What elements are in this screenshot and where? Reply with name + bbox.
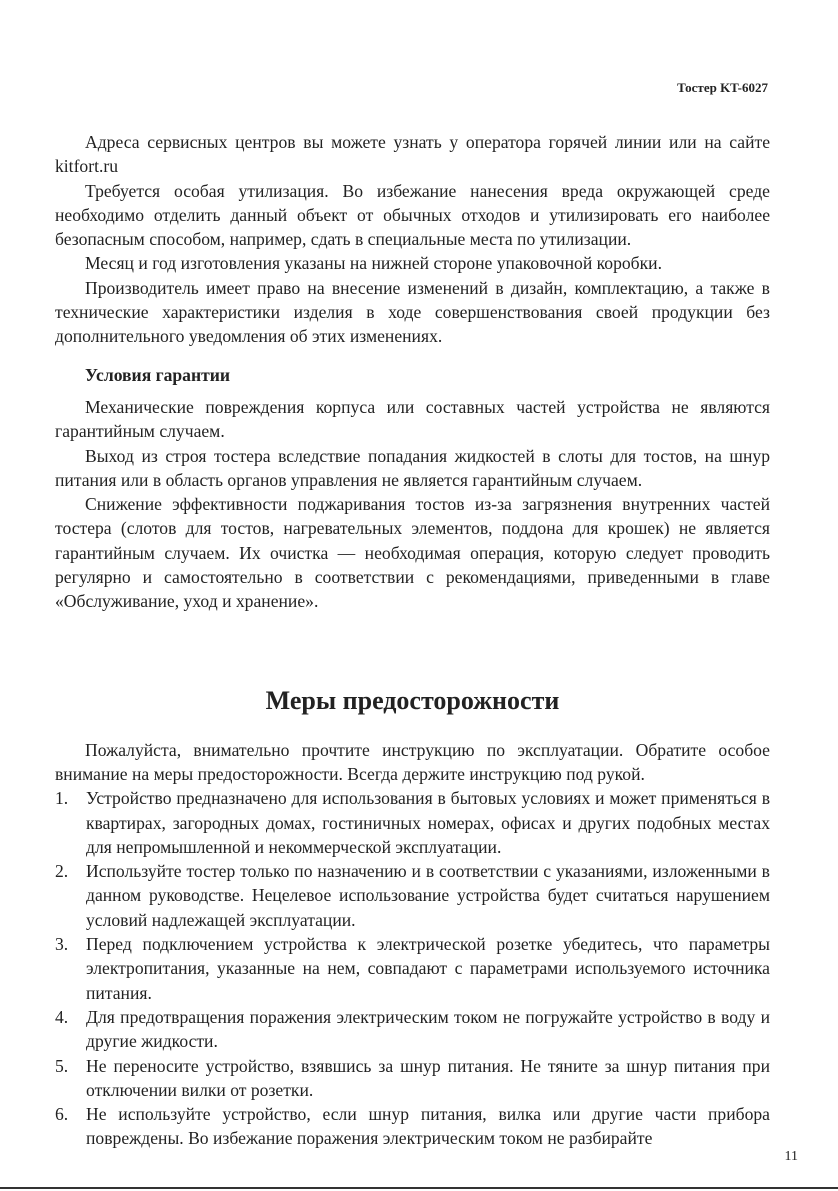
list-text: Для предотвращения поражения электрическим током не погружайте устройство в воду и другие жидкости.: [86, 1006, 770, 1052]
list-text: Не переносите устройство, взявшись за шнур питания. Не тяните за шнур питания при отключении вилки от розетки.: [86, 1055, 770, 1100]
section-heading: Условия гарантии: [85, 364, 231, 385]
list-number: 5.: [55, 1055, 69, 1076]
safety-list: [55, 786, 770, 1150]
page-header: Тостер KT-6027: [677, 80, 768, 95]
list-text: Устройство предназначено для использования в бытовых условиях и может применяться в квартирах, загородных домах, гостиничных номерах, офисах и других подобных местах для непромышленной и некоммерческой эксплуатации.: [86, 788, 770, 857]
paragraph: Адреса сервисных центров вы можете узнать у оператора горячей линии или на сайте kitfort.ru: [55, 132, 770, 177]
paragraph: Производитель имеет право на внесение изменений в дизайн, комплектацию, а также в технические характеристики изделия в ходе совершенствования своей продукции без дополнительного уведомления об этих изменениях.: [55, 277, 770, 347]
list-text: Не используйте устройство, если шнур питания, вилка или другие части прибора повреждены. Во избежание поражения электрическим током не разбирайте: [86, 1104, 770, 1149]
list-number: 2.: [55, 861, 69, 882]
list-item: [55, 932, 770, 1005]
list-text: Перед подключением устройства к электрической розетке убедитесь, что параметры электропитания, указанные на нем, совпадают с параметрами используемого источника питания.: [86, 934, 770, 1003]
paragraph: Снижение эффективности поджаривания тостов из-за загрязнения внутренних частей тостера (слотов для тостов, нагревательных элементов, поддона для крошек) не является гарантийным случаем. Их очистка — необходимая операция, которую следует проводить регулярно и самостоятельно в соответствии с рекомендациями, приведенными в главе «Обслуживание, уход и хранение».: [55, 494, 770, 612]
list-number: 6.: [55, 1104, 69, 1125]
list-number: 3.: [55, 934, 69, 955]
list-text: Используйте тостер только по назначению и в соответствии с указаниями, изложенными в данном руководстве. Нецелевое использование устройства будет считаться нарушением условий надлежащей эксплуатации.: [86, 861, 770, 930]
page-content: [55, 130, 770, 1151]
list-number: 4.: [55, 1006, 69, 1027]
list-number: 1.: [55, 788, 69, 809]
page-number: 11: [784, 1149, 798, 1164]
section-title: Меры предосторожности: [265, 685, 560, 715]
list-item: [55, 1102, 770, 1151]
paragraph: Пожалуйста, внимательно прочтите инструкцию по эксплуатации. Обратите особое внимание на меры предосторожности. Всегда держите инструкцию под рукой.: [55, 739, 770, 784]
paragraph: Выход из строя тостера вследствие попадания жидкостей в слоты для тостов, на шнур питания или в область органов управления не является гарантийным случаем.: [55, 445, 770, 490]
list-item: [55, 859, 770, 932]
paragraph: Механические повреждения корпуса или составных частей устройства не являются гарантийным случаем.: [55, 396, 770, 442]
bottom-rule: [0, 1187, 838, 1189]
list-item: [55, 1054, 770, 1103]
paragraph: Месяц и год изготовления указаны на нижней стороне упаковочной коробки.: [85, 253, 662, 274]
paragraph: Требуется особая утилизация. Во избежание нанесения вреда окружающей среде необходимо отделить данный объект от обычных отходов и утилизировать его наиболее безопасным способом, например, сдать в специальные места по утилизации.: [55, 180, 770, 250]
list-item: [55, 1005, 770, 1054]
list-item: [55, 786, 770, 859]
